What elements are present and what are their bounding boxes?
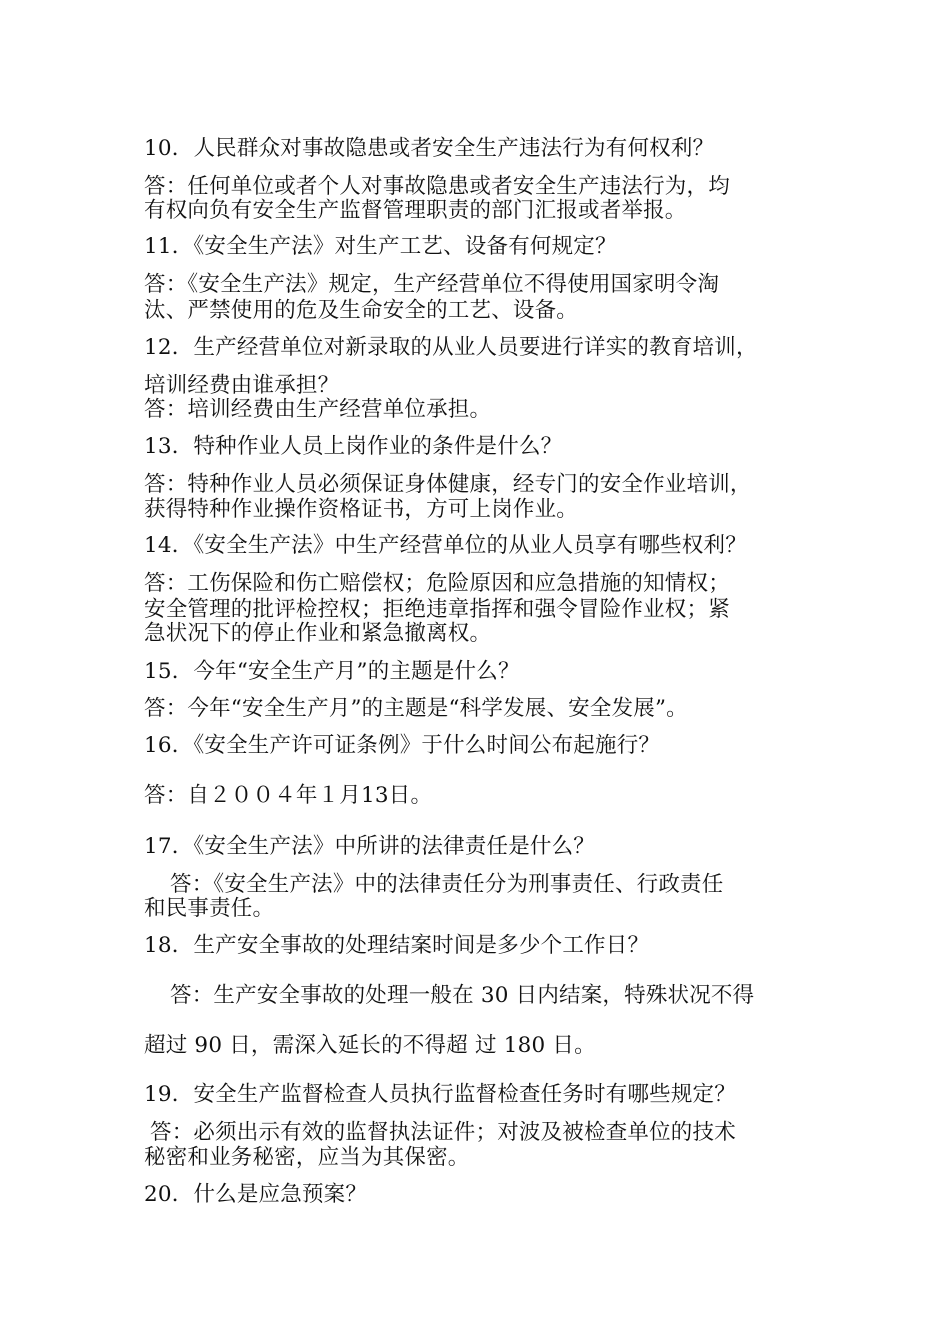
answer-13-line-1: 答：特种作业人员必须保证身体健康，经专门的安全作业培训， [144,472,752,497]
answer-19-line-2: 秘密和业务秘密，应当为其保密。 [144,1145,470,1170]
answer-14-line-1: 答：工伤保险和伤亡赔偿权；危险原因和应急措施的知情权； [144,571,730,596]
question-20: 20．什么是应急预案？ [144,1182,368,1207]
question-19: 19．安全生产监督检查人员执行监督检查任务时有哪些规定？ [144,1082,736,1107]
question-14: 14．《安全生产法》中生产经营单位的从业人员享有哪些权利？ [144,533,747,558]
question-17: 17．《安全生产法》中所讲的法律责任是什么？ [144,834,596,859]
answer-17-line-2: 和民事责任。 [144,896,275,921]
question-10: 10．人民群众对事故隐患或者安全生产违法行为有何权利？ [144,136,715,161]
answer-11-line-1: 答：《安全生产法》规定，生产经营单位不得使用国家明令淘 [144,272,720,297]
answer-13-line-2: 获得特种作业操作资格证书，方可上岗作业。 [144,497,579,522]
question-12-line-2: 培训经费由谁承担？ [144,373,340,398]
answer-11-line-2: 汰、严禁使用的危及生命安全的工艺、设备。 [144,298,579,323]
answer-18-line-1: 答：生产安全事故的处理一般在 30 日内结案，特殊状况不得 [170,983,755,1008]
question-16: 16．《安全生产许可证条例》于什么时间公布起施行？ [144,733,661,758]
answer-14-line-3: 急状况下的停止作业和紧急撤离权。 [144,621,492,646]
answer-18-line-2: 超过 90 日，需深入延长的不得超 过 180 日。 [144,1033,596,1058]
question-11: 11．《安全生产法》对生产工艺、设备有何规定？ [144,234,617,259]
answer-16: 答：自２００４年１月13日。 [144,783,433,808]
answer-10-line-1: 答：任何单位或者个人对事故隐患或者安全生产违法行为，均 [144,174,730,199]
answer-15: 答：今年“安全生产月”的主题是“科学发展、安全发展”。 [144,696,688,721]
answer-17-line-1: 答：《安全生产法》中的法律责任分为刑事责任、行政责任 [170,872,724,897]
question-13: 13．特种作业人员上岗作业的条件是什么？ [144,434,563,459]
question-18: 18．生产安全事故的处理结案时间是多少个工作日？ [144,933,650,958]
answer-14-line-2: 安全管理的批评检控权；拒绝违章指挥和强令冒险作业权；紧 [144,597,730,622]
question-15: 15．今年“安全生产月”的主题是什么？ [144,659,520,684]
answer-12: 答：培训经费由生产经营单位承担。 [144,397,492,422]
answer-19-line-1: 答：必须出示有效的监督执法证件；对波及被检查单位的技术 [150,1120,736,1145]
question-12-line-1: 12．生产经营单位对新录取的从业人员要进行详实的教育培训， [144,335,758,360]
answer-10-line-2: 有权向负有安全生产监督管理职责的部门汇报或者举报。 [144,198,687,223]
